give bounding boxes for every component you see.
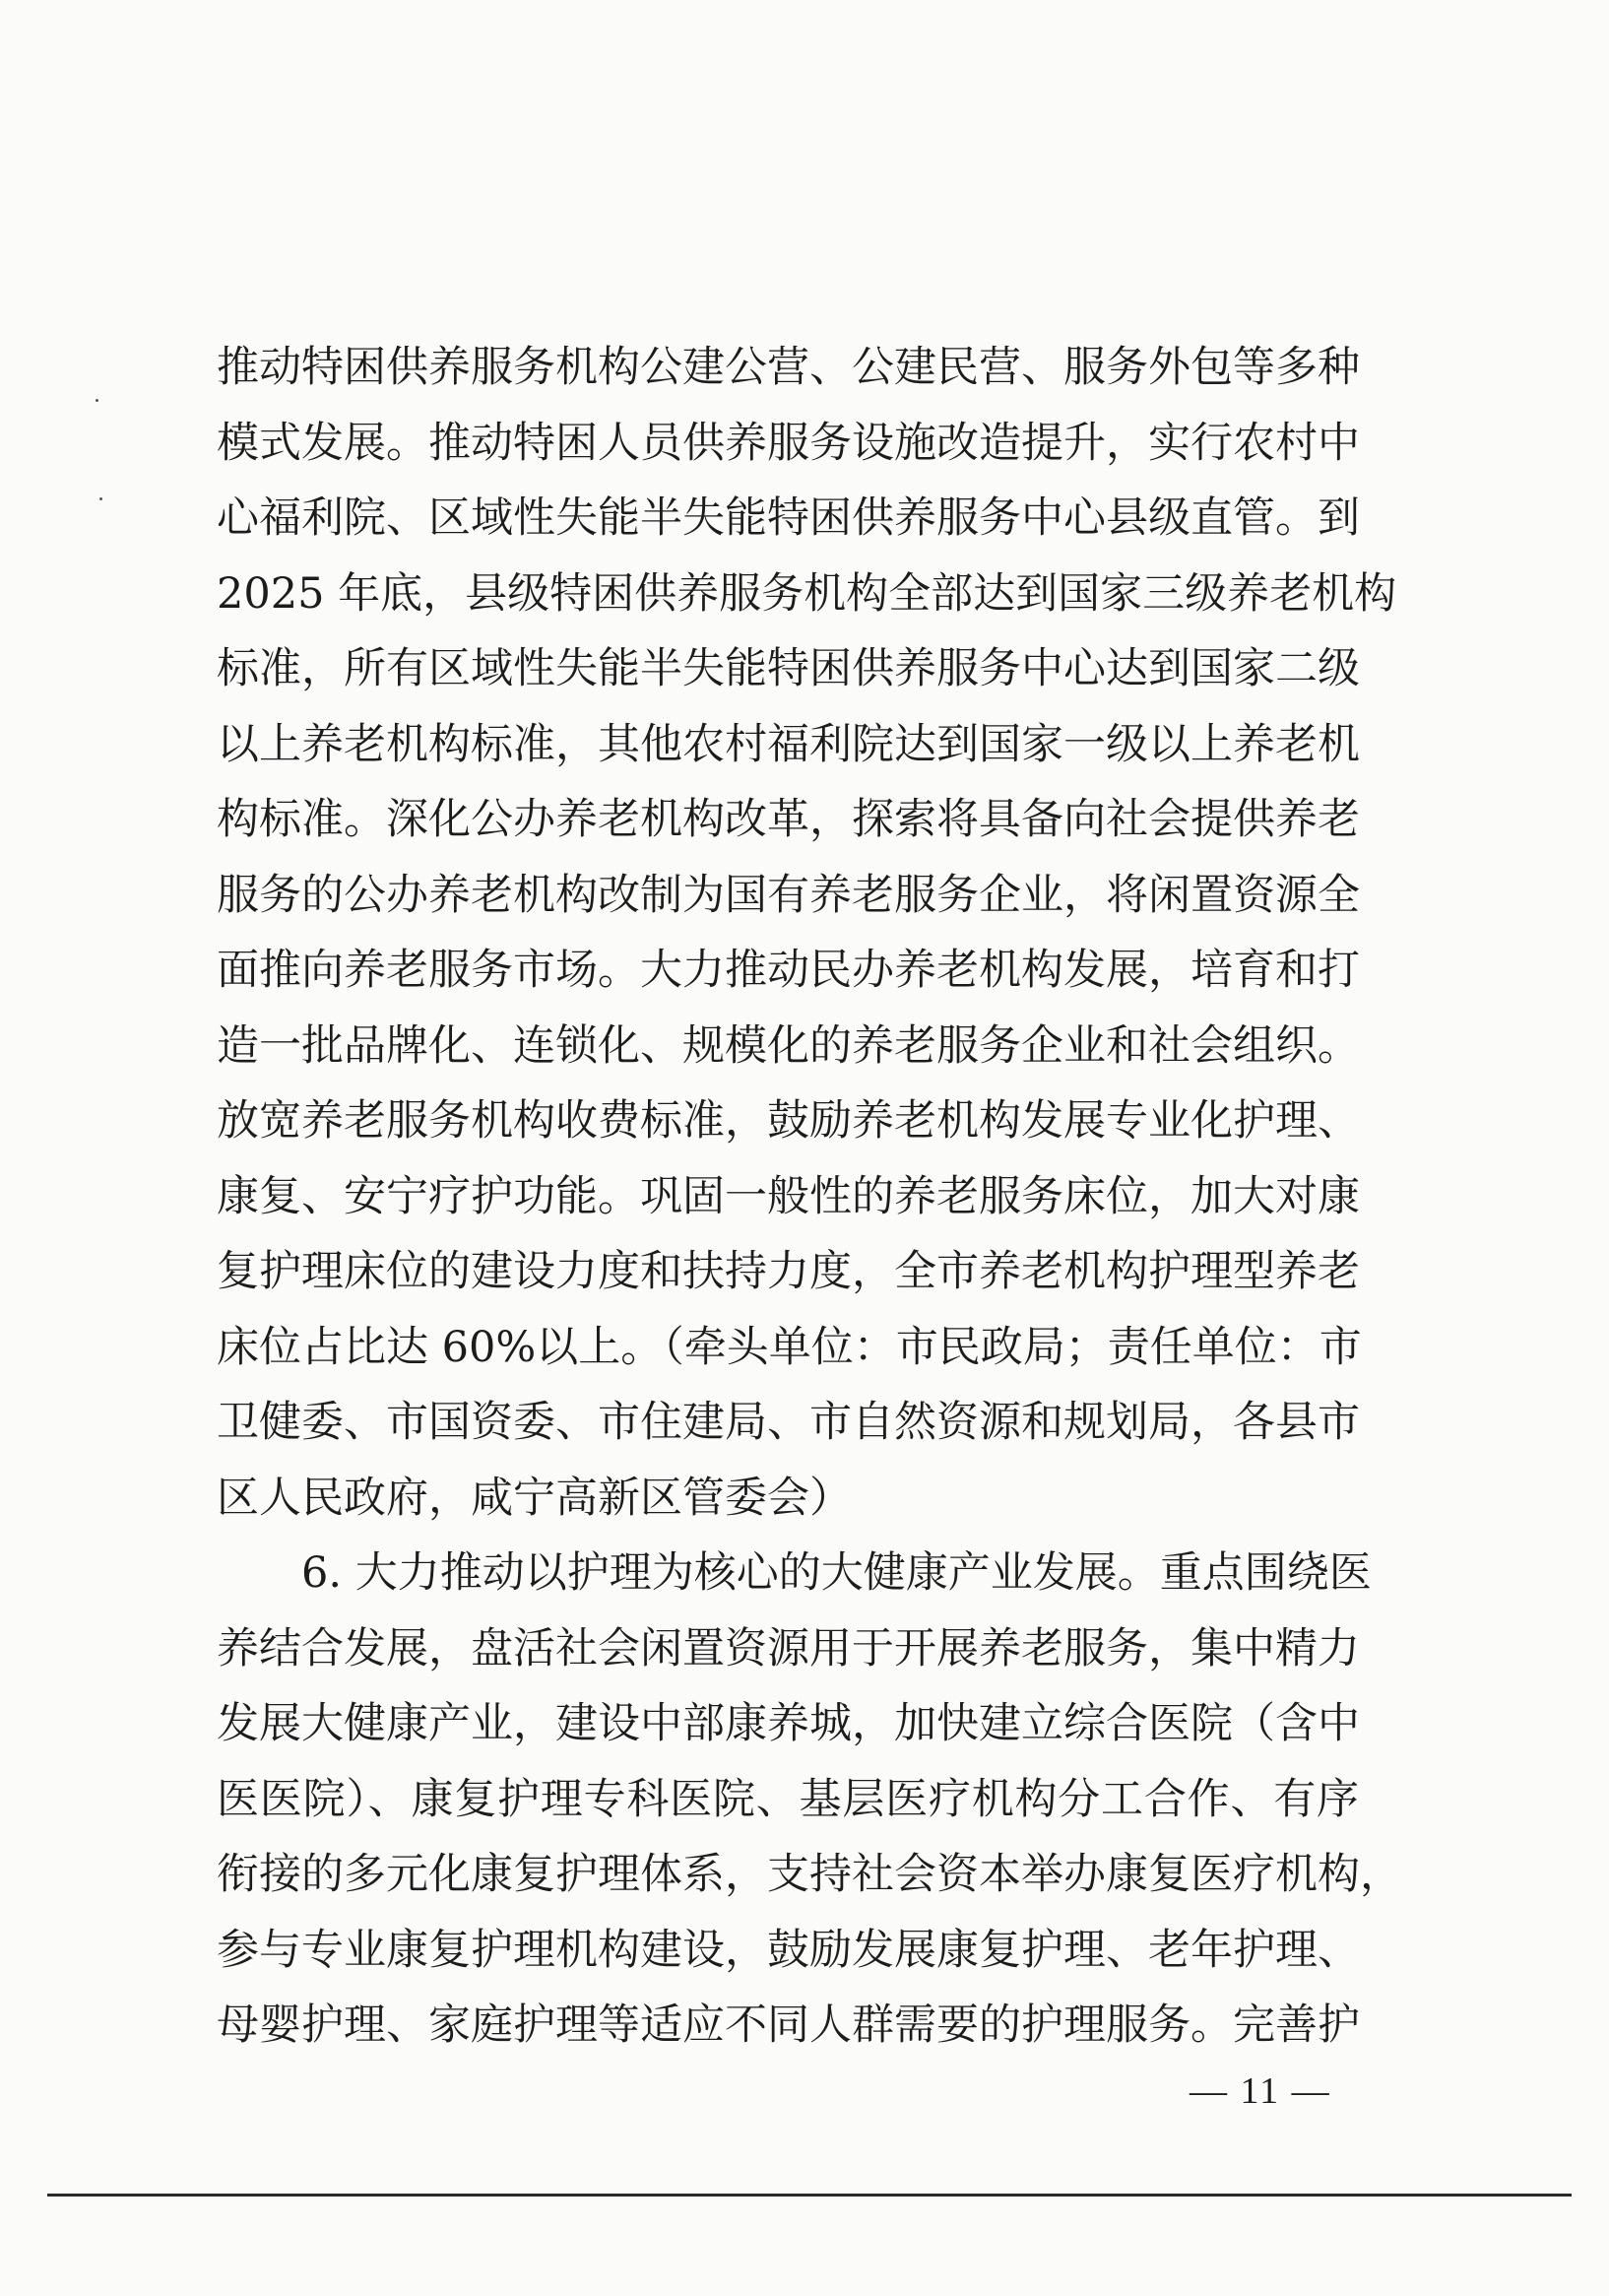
text-line: 医医院）、康复护理专科医院、基层医疗机构分工合作、有序 xyxy=(217,1774,1359,1824)
text-line: 构标准。深化公办养老机构改革，探索将具备向社会提供养老 xyxy=(217,795,1360,844)
text-line: 衔接的多元化康复护理体系，支持社会资本举办康复医疗机构， xyxy=(217,1850,1402,1899)
section-heading-line: 6. 大力推动以护理为核心的大健康产业发展。重点围绕医 xyxy=(301,1548,1372,1598)
text-line: 复护理床位的建设力度和扶持力度，全市养老机构护理型养老 xyxy=(217,1247,1360,1296)
text-line: 标准，所有区域性失能半失能特困供养服务中心达到国家二级 xyxy=(217,644,1360,693)
scan-speck xyxy=(99,497,102,500)
text-line: 床位占比达 60%以上。（牵头单位：市民政局；责任单位：市 xyxy=(217,1322,1362,1372)
bottom-rule xyxy=(47,2194,1572,2197)
text-line: 2025 年底，县级特困供养服务机构全部达到国家三级养老机构 xyxy=(217,568,1397,619)
text-line: 面推向养老服务市场。大力推动民办养老机构发展，培育和打 xyxy=(217,946,1360,995)
text-line: 康复、安宁疗护功能。巩固一般性的养老服务床位，加大对康 xyxy=(217,1171,1360,1221)
text-line: 心福利院、区域性失能半失能特困供养服务中心县级直管。到 xyxy=(217,493,1360,543)
text-line: 模式发展。推动特困人员供养服务设施改造提升，实行农村中 xyxy=(217,418,1360,468)
text-line: 养结合发展，盘活社会闲置资源用于开展养老服务，集中精力 xyxy=(217,1623,1360,1673)
text-line: 卫健委、市国资委、市住建局、市自然资源和规划局，各县市 xyxy=(217,1398,1360,1447)
text-line: 母婴护理、家庭护理等适应不同人群需要的护理服务。完善护 xyxy=(217,2001,1360,2050)
body-text xyxy=(217,330,1402,2064)
text-line: 区人民政府，咸宁高新区管委会） xyxy=(217,1473,852,1523)
scan-speck xyxy=(96,399,98,402)
text-line: 发展大健康产业，建设中部康养城，加快建立综合医院（含中 xyxy=(217,1699,1360,1748)
text-line: 以上养老机构标准，其他农村福利院达到国家一级以上养老机 xyxy=(217,719,1360,769)
text-line: 参与专业康复护理机构建设，鼓励发展康复护理、老年护理、 xyxy=(217,1925,1360,1975)
page-number: — 11 — xyxy=(1190,2070,1331,2112)
text-line: 服务的公办养老机构改制为国有养老服务企业，将闲置资源全 xyxy=(217,870,1360,920)
text-line: 推动特困供养服务机构公建公营、公建民营、服务外包等多种 xyxy=(217,343,1360,392)
text-line: 放宽养老服务机构收费标准，鼓励养老机构发展专业化护理、 xyxy=(217,1096,1360,1146)
text-line: 造一批品牌化、连锁化、规模化的养老服务企业和社会组织。 xyxy=(217,1020,1360,1071)
